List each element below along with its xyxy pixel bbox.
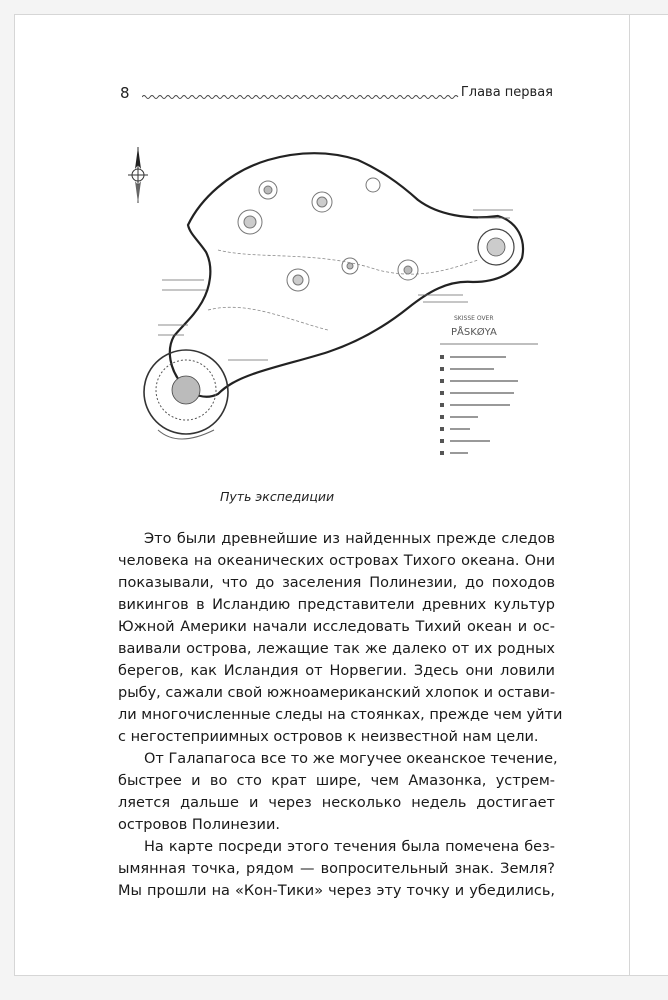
road: [218, 250, 478, 274]
expedition-map: [118, 130, 568, 475]
text-line: Южной Америки начали исследовать Тихий океан и ос-: [118, 619, 555, 635]
road: [208, 307, 328, 330]
text-line: ли многочисленные следы на стоянках, прежде чем уйти: [118, 707, 563, 723]
text-line: Это были древнейшие из найденных прежде следов: [144, 531, 555, 547]
text-line: с негостеприимных островов к неизвестной нам цели.: [118, 729, 539, 745]
text-line: островов Полинезии.: [118, 817, 280, 833]
text-line: человека на океанических островах Тихого океана. Они: [118, 553, 555, 569]
compass-rose-icon: [128, 147, 148, 203]
figure-caption: Путь экспедиции: [220, 489, 335, 504]
rano-kau-crater: [144, 350, 228, 439]
text-line: берегов, как Исландия от Норвегии. Здесь они ловили: [118, 663, 555, 679]
text-line: рыбу, сажали свой южноамериканский хлопок и остави-: [118, 685, 556, 701]
chapter-title: Глава первая: [460, 85, 553, 100]
text-line: ымянная точка, рядом — вопросительный знак. Земля?: [118, 861, 555, 877]
legend-title: PÅSKØYA: [451, 327, 497, 338]
text-line: На карте посреди этого течения была помечена без-: [144, 839, 555, 855]
text-line: быстрее и во сто крат шире, чем Амазонка, устрем-: [118, 773, 555, 789]
page-number: 8: [120, 84, 130, 102]
map-legend: [440, 315, 538, 455]
body-text: [118, 528, 563, 902]
poike-crater: [478, 229, 514, 265]
adjacent-page-edge: [630, 14, 668, 976]
running-head: [120, 84, 553, 106]
legend-subtitle: SKISSE OVER: [454, 315, 494, 322]
text-line: показывали, что до заселения Полинезии, до походов: [118, 575, 555, 591]
text-line: ляется дальше и через несколько недель достигает: [118, 795, 555, 811]
text-line: викингов в Исландию представители древних культур: [118, 597, 555, 613]
island-outline: [170, 153, 523, 397]
text-line: ваивали острова, лежащие так же далеко от их родных: [118, 641, 555, 657]
wavy-rule-ornament: [142, 94, 460, 100]
inland-hills: [238, 178, 418, 291]
text-line: Мы прошли на «Кон-Тики» через эту точку и убедились,: [118, 883, 555, 899]
text-line: От Галапагоса все то же могучее океанское течение,: [144, 751, 558, 767]
